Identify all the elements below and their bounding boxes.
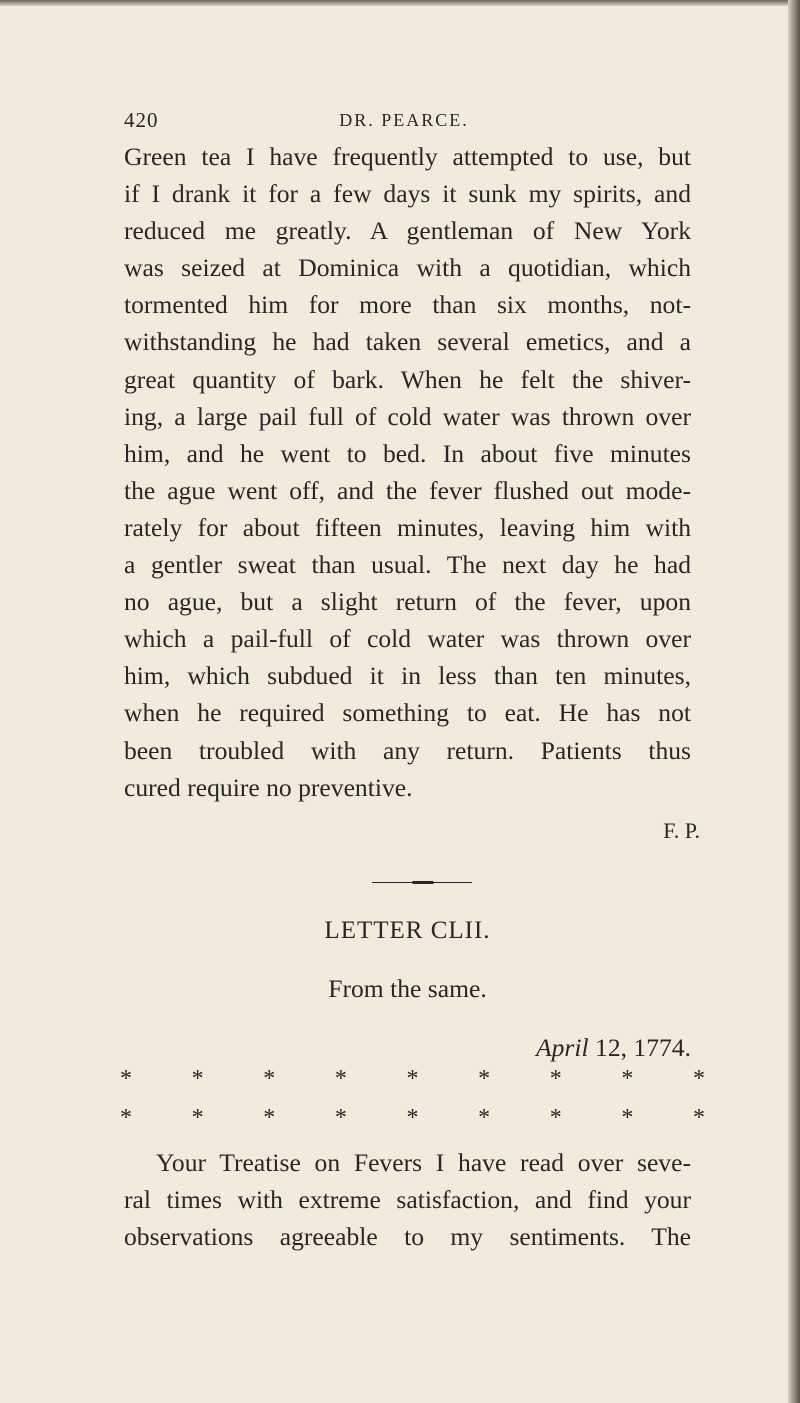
- running-head: [124, 108, 684, 140]
- asterisk: *: [191, 1105, 204, 1131]
- text-line: no ague, but a slight return of the fever, upon: [124, 587, 691, 617]
- text-line: rately for about fifteen minutes, leaving him with: [124, 512, 691, 542]
- asterisk: *: [406, 1105, 419, 1131]
- text-line: ral times with extreme satisfaction, and find your: [124, 1185, 691, 1215]
- text-line: if I drank it for a few days it sunk my spirits, and: [124, 179, 691, 209]
- asterisk: *: [693, 1105, 705, 1131]
- date-month: April: [536, 1033, 589, 1062]
- asterisk: *: [334, 1105, 347, 1131]
- letter-from-line: From the same.: [328, 974, 487, 1003]
- signature-initials: F. P.: [663, 818, 700, 843]
- text-line: him, which subdued it in less than ten minutes,: [124, 661, 691, 691]
- text-line: withstanding he had taken several emetics, and a: [124, 327, 691, 357]
- text-line: Green tea I have frequently attempted to use, but: [124, 142, 691, 171]
- text-line: the ague went off, and the fever flushed out mode-: [124, 475, 691, 505]
- asterisk: *: [406, 1066, 419, 1092]
- asterisk: *: [478, 1105, 491, 1131]
- asterisk: *: [693, 1066, 705, 1092]
- asterisk: *: [120, 1105, 132, 1131]
- asterisk: *: [621, 1105, 634, 1131]
- asterisk-row: [120, 1066, 705, 1093]
- page-right-edge: [788, 0, 800, 1403]
- asterisk-row: [120, 1105, 705, 1132]
- text-line: a gentler sweat than usual. The next day he had: [124, 550, 691, 580]
- asterisk: *: [263, 1066, 276, 1092]
- text-line: was seized at Dominica with a quotidian, which: [124, 253, 691, 283]
- asterisk: *: [549, 1066, 562, 1092]
- running-head-title: DR. PEARCE.: [339, 110, 469, 130]
- section-divider: [372, 881, 472, 884]
- asterisk: *: [478, 1066, 491, 1092]
- letter-body-text-2: [124, 1144, 691, 1255]
- asterisk: *: [334, 1066, 347, 1092]
- date-rest: 12, 1774.: [588, 1033, 691, 1062]
- page-top-edge: [0, 0, 800, 6]
- text-line: when he required something to eat. He has not: [124, 698, 691, 728]
- text-line: reduced me greatly. A gentleman of New York: [124, 216, 691, 246]
- asterisk: *: [549, 1105, 562, 1131]
- text-line: tormented him for more than six months, not-: [124, 290, 691, 320]
- letter-date: [124, 1033, 691, 1063]
- asterisk: *: [191, 1066, 204, 1092]
- page-number: 420: [124, 108, 159, 132]
- divider-ornament: [412, 881, 434, 884]
- text-line: cured require no preventive.: [124, 772, 413, 802]
- text-line: which a pail-full of cold water was thrown over: [124, 624, 691, 654]
- asterisk: *: [621, 1066, 634, 1092]
- text-line: ing, a large pail full of cold water was thrown over: [124, 401, 691, 431]
- text-line: been troubled with any return. Patients thus: [124, 735, 691, 765]
- asterisk: *: [120, 1066, 132, 1092]
- letter-body-text: [124, 138, 691, 806]
- letter-heading: LETTER CLII.: [324, 917, 491, 944]
- asterisk: *: [263, 1105, 276, 1131]
- text-line: him, and he went to bed. In about five minutes: [124, 438, 691, 468]
- text-line: Your Treatise on Fevers I have read over seve-: [156, 1148, 691, 1177]
- text-line: observations agreeable to my sentiments. The: [124, 1222, 691, 1252]
- text-line: great quantity of bark. When he felt the shiver-: [124, 364, 691, 394]
